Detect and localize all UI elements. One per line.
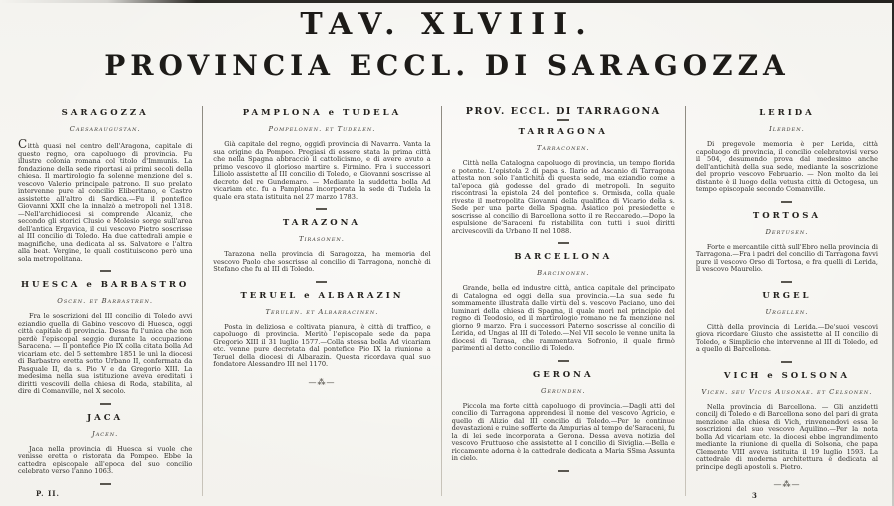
section-body: Città della provincia di Lerida.—De'suoi vescovi giova ricordare Giusto che assistette al II concilio di Toledo, e Simplicio che intervenne al III di Toledo, ed a quello di Barcellona. (695, 322, 878, 353)
section-body: Posta in deliziosa e coltivata pianura, è città di traffico, e capoluogo di provincia. Meritò l'episcopale sede da papa Gregorio XIII il 31 luglio 1577.—Colla stessa bolla Ad vicariam etc. venne pure decretata dal pontefice Pio IX la riunione a Teruel della diocesi di Albarazin. Questa ricordava qual suo fondatore Alessandro III nel 1170. (213, 322, 431, 368)
section-heading: LERIDA (759, 108, 815, 118)
section-divider (558, 242, 569, 244)
latin-subtitle: Gerunden. (540, 386, 586, 395)
section-divider (100, 270, 111, 272)
section-heading: TORTOSA (752, 210, 821, 221)
section-heading: SARAGOZZA (61, 108, 149, 118)
page-title: PROVINCIA ECCL. DI SARAGOZZA (104, 49, 790, 82)
section-heading: VICH e SOLSONA (723, 370, 850, 381)
section-heading: TARAZONA (282, 218, 362, 228)
latin-subtitle: Terulen. et Albarracinen. (265, 307, 379, 316)
section-heading: TARRAGONA (518, 127, 608, 137)
section-divider (316, 208, 327, 210)
section-tarazona (213, 218, 430, 283)
section-body: Già capitale del regno, oggidì provincia di Navarra. Vanta la sua origine da Pompeo. Pregiasi di essere stata la prima città che nella Spagna abbracciò il cattolicismo, e di avere avuto a primo vescovo il glorioso martire s. Firmino. Fra i successori Liliolo assistette al III concilio di Toledo, e Giovanni soscrisse al decreto del re Gundemaro. — Mediante la suddetta bolla Ad vicariam etc. fu a Pamplona incorporata la sede di Tudela la quale era stata istituita nel 27 marzo 1783. (213, 140, 431, 201)
end-ornament-icon: —⁂— (308, 377, 336, 387)
latin-subtitle: Jacen. (91, 429, 119, 438)
section-tortosa (696, 211, 878, 283)
section-divider (100, 403, 111, 405)
section-body: Jaca nella provincia di Huesca si vuole che venisse eretta o ristorata da Pompeo. Ebbe la cattedra episcopale all'epoca del suo concilio celebrato verso l'anno 1063. (18, 444, 193, 475)
section-divider (100, 483, 111, 485)
plate-title: TAV. XLVIII. (300, 7, 594, 42)
section-divider (781, 361, 792, 363)
section-jaca (18, 413, 192, 485)
section-lerida (696, 108, 878, 203)
latin-subtitle: Caesaraugustan. (69, 125, 141, 133)
section-body: Tarazona nella provincia di Saragozza, ha memoria del vescovo Paolo che soscrisse al concilio di Tarragona, nonchè di Stefano che fu al III di Toledo. (213, 250, 431, 273)
section-heading: JACA (87, 412, 124, 423)
section-urgel (696, 291, 878, 363)
section-body: Di pregevole memoria è per Lerida, città capoluogo di provincia, il concilio celebratovisi verso il 504, desumendo prova dal medesimo anche dell'antichità della sua sede, mediante la soscrizione del proprio vescovo Februario. — Non molto da lei distante è il luogo della vetusta città di Octogesa, un tempo episcopale secondo Comanville. (695, 140, 878, 193)
column-pamplona (203, 106, 440, 472)
latin-subtitle: Tarraconen. (536, 144, 590, 152)
province-header: PROV. ECCL. DI TARRAGONA (465, 106, 661, 117)
column-saragozza (8, 106, 202, 475)
latin-subtitle: Tirasonen. (298, 235, 345, 243)
latin-subtitle: Urgellen. (765, 307, 809, 316)
latin-subtitle: Pompelonen. et Tudelen. (268, 125, 376, 133)
section-divider (781, 201, 792, 203)
section-heading: TERUEL e ALBARAZIN (240, 290, 404, 301)
title-block (0, 0, 894, 100)
section-vich-solsona (696, 371, 878, 490)
section-body: Fra le soscrizioni del III concilio di Toledo avvi eziandio quella di Gabino vescovo di Huesca, oggi città capitale di provincia. Dessa fu l'unica che non perdè l'episcopal seggio durante la occupazione Saracena. — Il pontefice Pio IX colla citata bolla Ad vicariam etc. del 5 settembre 1851 le unì la diocesi di Barbastro eretta sotto Urbano II, confermata da Pasquale II, da s. Pio V e da Gregorio XIII. La medesima nella sua istituzione aveva ereditati i diritti vescovili della chiesa di Roda, stabilita, al dire di Comanville, nel X secolo. (18, 312, 193, 395)
section-heading: HUESCA e BARBASTRO (20, 280, 190, 290)
section-heading: PAMPLONA e TUDELA (242, 108, 402, 118)
latin-subtitle: Oscen. et Barbastren. (57, 297, 153, 305)
section-divider (558, 360, 569, 362)
section-divider (558, 470, 569, 472)
section-body: Grande, bella ed industre città, antica capitale del principato di Catalogna ed oggi della sua provincia.—La sua sede fu sommamente illustrata dalle virtù del s. vescovo Paciano, uno dei luminari della chiesa di Spagna, il quale morì nel principio del regno di Teodosio, ed il martirologio romano ne fa menzione nel giorno 9 marzo. Fra i successori Paterno soscrisse al concilio di Lerida, ed Ungas al III di Toledo.—Nel VII secolo le venne unita la diocesi di Tarasa, che rammentava Sofronio, il quale firmò parimenti al detto concilio di Toledo. (451, 284, 675, 352)
section-body: Nella provincia di Barcellona. — Gli anzidetti concilj di Toledo e di Barcellona sono del pari di grata menzione alla chiesa di Vich, rinvenendovi essa le soscrizioni del suo vescovo Aquilino.—Per la nota bolla Ad vicariam etc. la diocesi ebbe ingrandimento mediante la riunione di quella di Solsona, che papa Clemente VIII aveva istituita il 19 luglio 1593. La cattedrale di moderna architettura è dedicata al principe degli apostoli s. Pietro. (695, 402, 878, 471)
section-saragozza (18, 108, 192, 272)
province-header-rule (557, 119, 569, 121)
section-body: Forte e mercantile città sull'Ebro nella provincia di Tarragona.—Fra i padri del concilio di Tarragona favvi pure il vescovo Orso di Tortosa, e fra quelli di Lerida, il vescovo Maurelio. (695, 242, 878, 273)
section-divider (781, 281, 792, 283)
section-huesca-barbastro (18, 280, 192, 405)
page-number: 3 (752, 491, 757, 500)
latin-subtitle: Dertusen. (765, 227, 809, 236)
section-gerona (452, 370, 675, 472)
section-pamplona-tudela (213, 108, 430, 210)
section-teruel-albarazin (213, 291, 430, 387)
column-lerida (686, 106, 888, 489)
scan-edge-top (0, 0, 894, 3)
latin-subtitle: Vicen. seu Vicus Ausonae. et Celsonen. (701, 387, 873, 396)
latin-subtitle: Ilerden. (769, 125, 805, 133)
section-barcellona (452, 252, 675, 362)
section-body: Città quasi nel centro dell'Aragona, capitale di questo regno, ora capoluogo di provincia. Fu illustre colonia romana col titolo d'Immunis. La fondazione della sede riportasi ai primi secoli della chiesa. Il martirologio fa solenne menzione del s. vescovo Valerio principale patrono. Il suo prelato intervenne pure al concilio Eliberitano, e Castro assistette all'altro di Sardica.—Fu il pontefice Giovanni XXII che la innalzò a metropoli nel 1318.—Nell'archidiocesi si comprende Alcaniz, che secondo gli storici Clusio e Molesio sorge sull'area dell'antica Ergavica, il cui vescovo Pietro soscrisse al III concilio di Toledo. Ha due cattedrali ampie e magnifiche, una dedicata al ss. Salvatore e l'altra alla beat. Vergine, le quali costituiscono però una sola metropolitana. (18, 137, 193, 263)
section-heading: URGEL (762, 290, 812, 301)
section-divider (316, 281, 327, 283)
plate-part-label: P. II. (36, 489, 60, 498)
column-tarragona (442, 106, 685, 472)
end-ornament-icon: —⁂— (773, 480, 801, 489)
latin-subtitle: Barcinonen. (537, 269, 590, 277)
section-heading: GERONA (532, 369, 594, 380)
columns-container (0, 100, 894, 489)
section-body: Città nella Catalogna capoluogo di provincia, un tempo florida e potente. L'epistola 2 di papa s. Ilario ad Ascanio di Tarragona attesta non solo l'antichità di questa sede, ma eziandio come a tal'epoca già godesse del grado di metropoli. In seguito riscontrasi la epistola 24 del pontefice s. Ormisda, colla quale riveste il metropolita Giovanni della qualifica di Vicario della s. Sede per una parte della Spagna. Asiatico poi presiedette e soscrisse al concilio di Barcellona sotto il re Reccaredo.—Dopo la espulsione de'Saraceni fu ristabilita con tutti i suoi diritti arcivescovili da Urbano II nel 1088. (451, 159, 675, 235)
section-tarragona (452, 127, 675, 244)
section-heading: BARCELLONA (514, 252, 613, 262)
section-body: Piccola ma forte città capoluogo di provincia.—Dagli atti del concilio di Tarragona apprendesi il nome del vescovo Agricio, e quello di Alizio dal III concilio di Toledo.—Per le continue devastazioni e ruine sofferte da Ampurias al tempo de'Saraceni, fu la di lei sede incorporata a Gerona. Dessa aveva notizia del vescovo Fruttuoso che assistette al I concilio di Siviglia.—Bella e riccamente adorna è la cattedrale dedicata a Maria SSma Assunta in cielo. (451, 401, 675, 462)
